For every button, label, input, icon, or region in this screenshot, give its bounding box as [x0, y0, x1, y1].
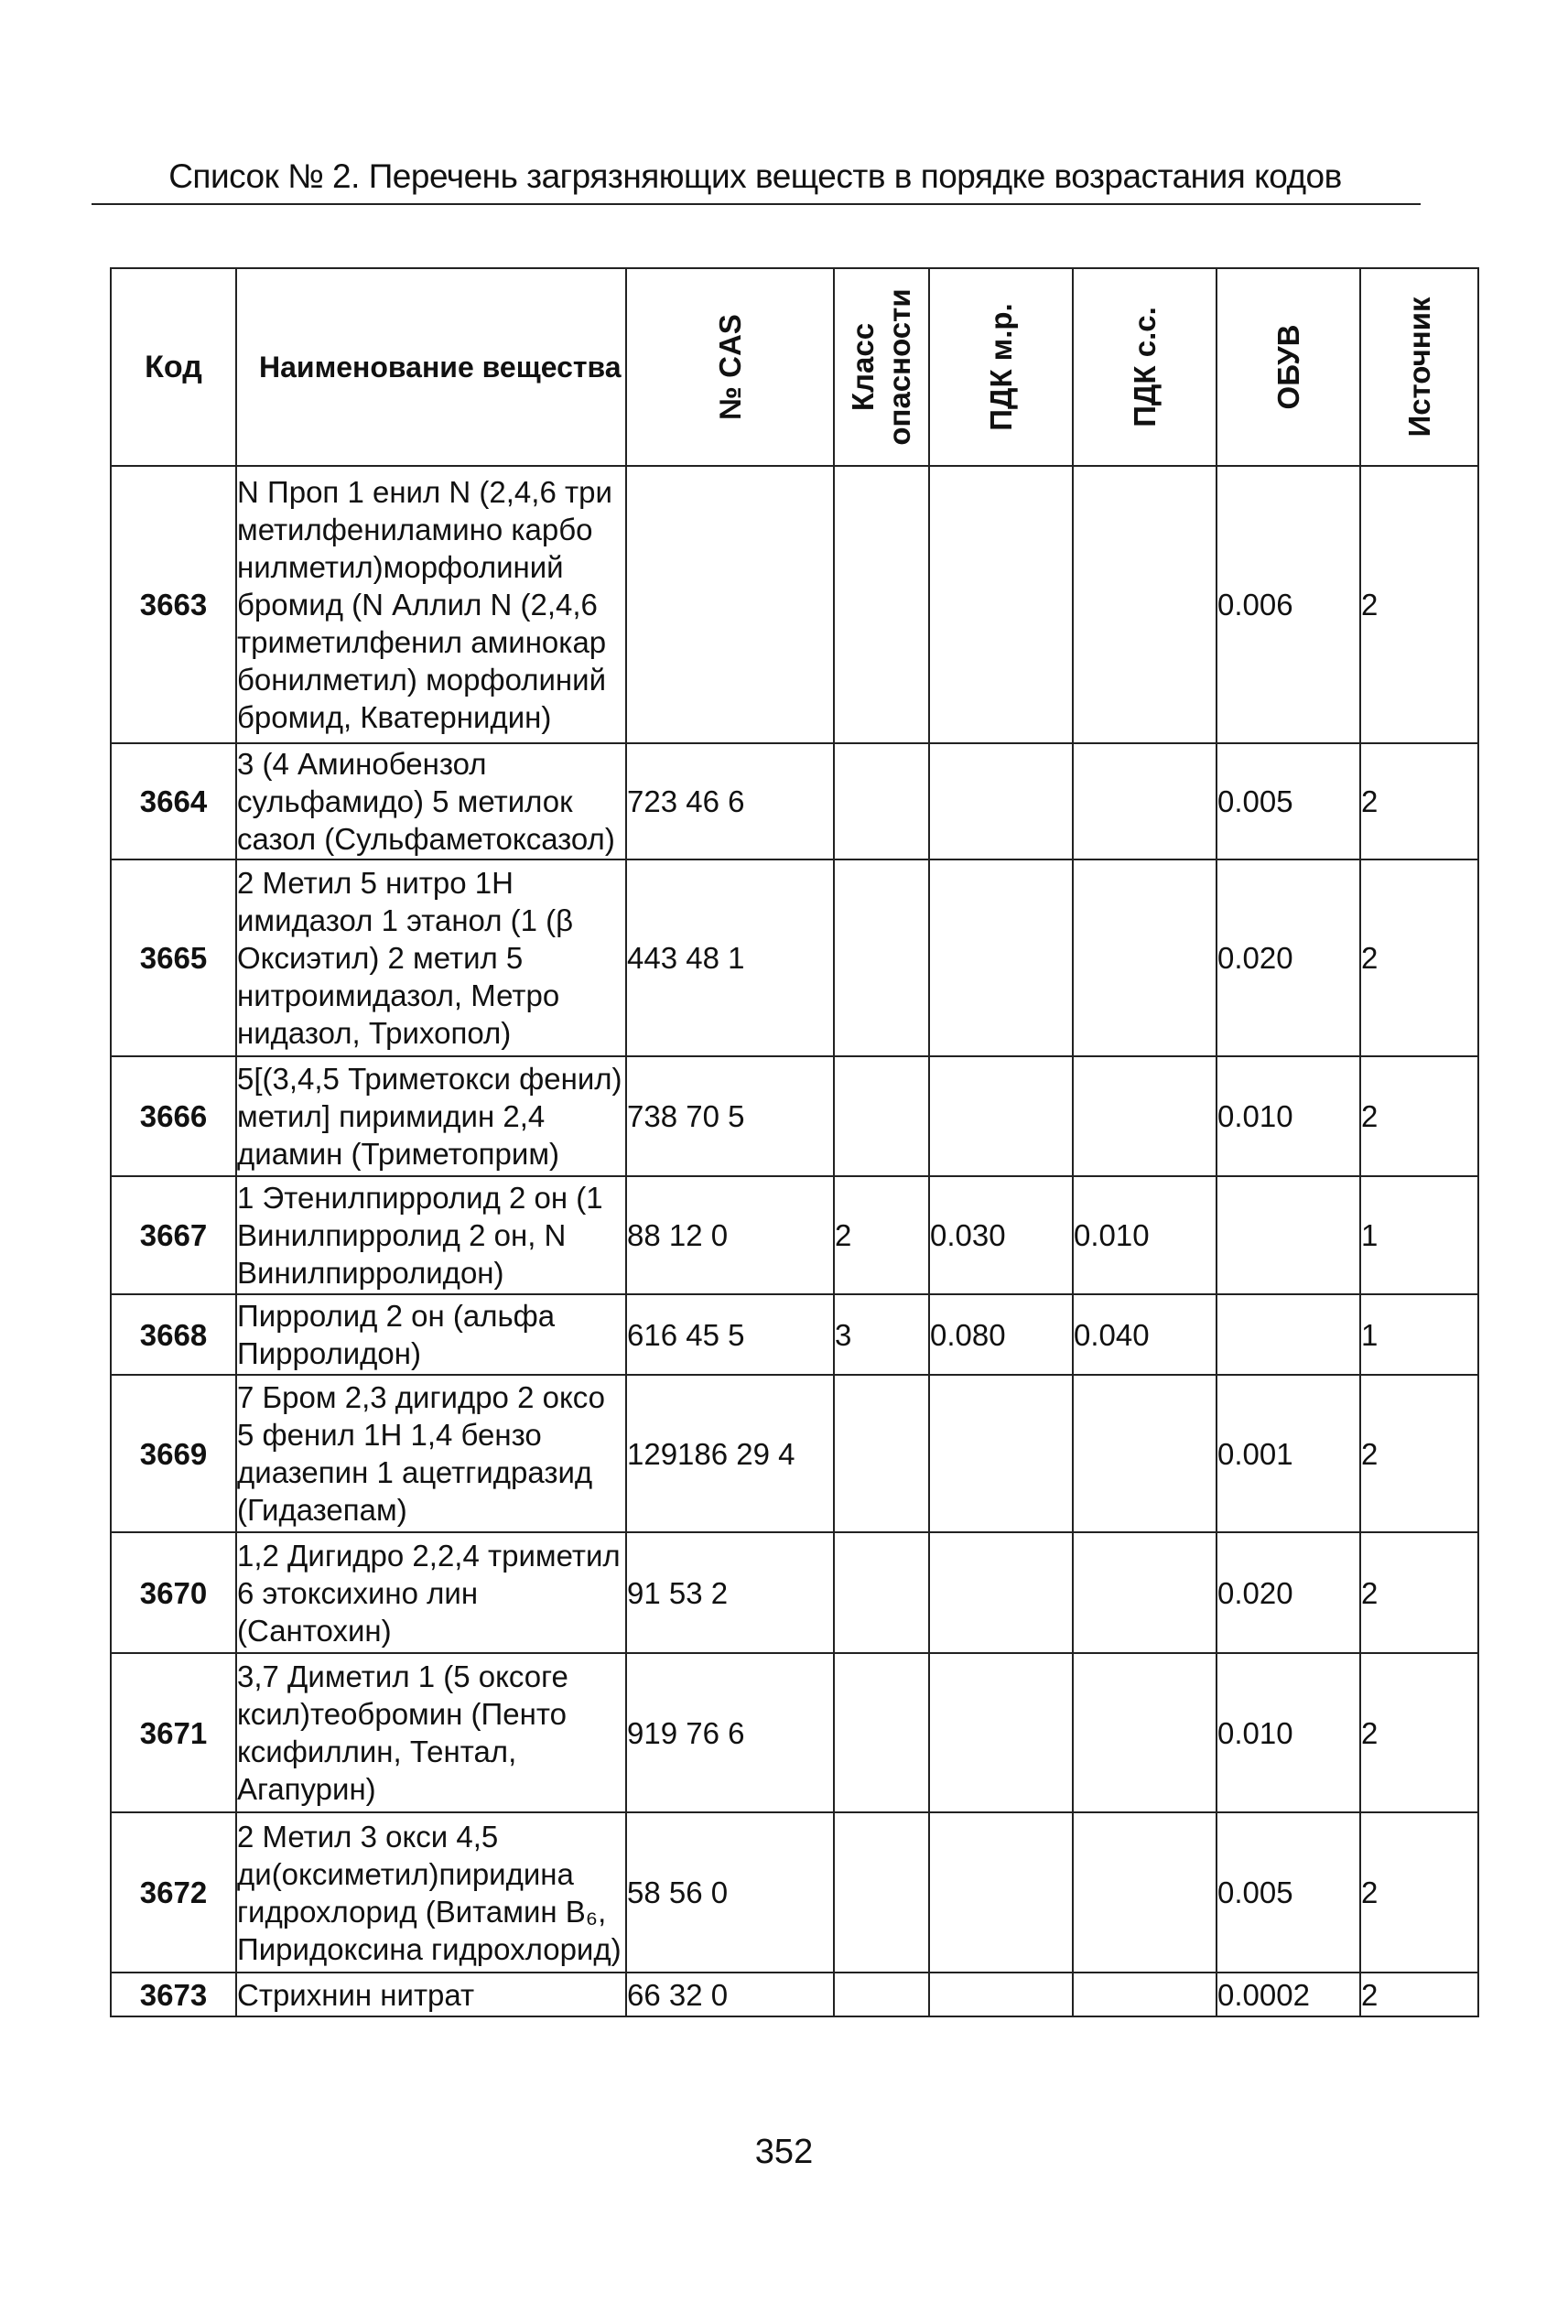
cell-pdk-mr: [929, 1056, 1073, 1176]
cell-source: 2: [1360, 1375, 1478, 1532]
cell-cas: 66 32 0: [626, 1973, 834, 2016]
cell-code: 3668: [111, 1294, 236, 1375]
cell-obuv: 0.010: [1217, 1653, 1360, 1812]
cell-name: Пирролид 2 он (альфа Пирролидон): [236, 1294, 626, 1375]
cell-pdk-ss: 0.010: [1073, 1176, 1217, 1294]
cell-name: 1,2 Дигидро 2,2,4 триметил 6 этоксихино лин (Сантохин): [236, 1532, 626, 1653]
cell-name: 3 (4 Аминобензол сульфамидо) 5 метилок сазол (Сульфаметоксазол): [236, 743, 626, 859]
col-header-source: [1360, 268, 1478, 466]
cell-pdk-ss: [1073, 1812, 1217, 1973]
cell-hazard-class: [834, 1812, 929, 1973]
cell-code: 3669: [111, 1375, 236, 1532]
cell-pdk-ss: [1073, 859, 1217, 1056]
cell-code: 3667: [111, 1176, 236, 1294]
table-row: [111, 1375, 1478, 1532]
cell-hazard-class: [834, 466, 929, 743]
col-header-obuv-label: ОБУВ: [1271, 324, 1305, 410]
cell-hazard-class: [834, 743, 929, 859]
cell-name: 2 Метил 5 нитро 1Н имидазол 1 этанол (1 (β Оксиэтил) 2 метил 5 нитроимидазол, Метро нидазол, Трихопол): [236, 859, 626, 1056]
table-row: [111, 743, 1478, 859]
cell-code: 3664: [111, 743, 236, 859]
cell-pdk-mr: [929, 743, 1073, 859]
cell-obuv: 0.010: [1217, 1056, 1360, 1176]
col-header-code: Код: [111, 268, 236, 466]
cell-source: 2: [1360, 1812, 1478, 1973]
table-row: [111, 1973, 1478, 2016]
col-header-name: Наименование вещества: [236, 268, 626, 466]
cell-pdk-mr: [929, 1973, 1073, 2016]
cell-pdk-mr: 0.030: [929, 1176, 1073, 1294]
cell-hazard-class: [834, 1653, 929, 1812]
cell-name: 1 Этенилпирролид 2 он (1 Винилпирролид 2 он, N Винилпирролидон): [236, 1176, 626, 1294]
cell-name: N Проп 1 енил N (2,4,6 три метилфениламино карбо нилметил)морфолиний бромид (N Аллил N (2,4,6 триметилфенил аминокар бонилметил) морфолиний бромид, Кватернидин): [236, 466, 626, 743]
cell-pdk-mr: [929, 1375, 1073, 1532]
cell-source: 2: [1360, 1973, 1478, 2016]
cell-pdk-mr: [929, 1653, 1073, 1812]
cell-cas: 91 53 2: [626, 1532, 834, 1653]
title-rule: [92, 203, 1421, 205]
cell-code: 3671: [111, 1653, 236, 1812]
cell-obuv: [1217, 1294, 1360, 1375]
col-header-pdk-mr-label: ПДК м.р.: [983, 303, 1018, 431]
table-row: [111, 1176, 1478, 1294]
cell-obuv: 0.001: [1217, 1375, 1360, 1532]
table-row: [111, 1056, 1478, 1176]
cell-obuv: [1217, 1176, 1360, 1294]
table-row: [111, 466, 1478, 743]
cell-hazard-class: [834, 1375, 929, 1532]
col-header-source-label: Источник: [1401, 297, 1436, 438]
cell-pdk-mr: [929, 859, 1073, 1056]
cell-pdk-mr: [929, 1812, 1073, 1973]
cell-code: 3666: [111, 1056, 236, 1176]
table-row: [111, 1294, 1478, 1375]
col-header-hazard-class: [834, 268, 929, 466]
col-header-pdk-mr: [929, 268, 1073, 466]
cell-pdk-ss: [1073, 466, 1217, 743]
cell-code: 3673: [111, 1973, 236, 2016]
substances-table: [110, 267, 1479, 2017]
cell-source: 2: [1360, 859, 1478, 1056]
col-header-cas-label: № CAS: [712, 314, 747, 420]
cell-code: 3672: [111, 1812, 236, 1973]
cell-name: 5[(3,4,5 Триметокси фенил) метил] пиримидин 2,4 диамин (Триметоприм): [236, 1056, 626, 1176]
cell-source: 1: [1360, 1294, 1478, 1375]
cell-cas: 616 45 5: [626, 1294, 834, 1375]
cell-obuv: 0.020: [1217, 1532, 1360, 1653]
cell-hazard-class: [834, 1532, 929, 1653]
cell-code: 3663: [111, 466, 236, 743]
cell-source: 2: [1360, 466, 1478, 743]
cell-pdk-ss: [1073, 743, 1217, 859]
cell-code: 3670: [111, 1532, 236, 1653]
cell-obuv: 0.005: [1217, 1812, 1360, 1973]
cell-hazard-class: [834, 1056, 929, 1176]
col-header-pdk-ss: [1073, 268, 1217, 466]
cell-source: 2: [1360, 1056, 1478, 1176]
cell-pdk-ss: [1073, 1973, 1217, 2016]
cell-name: 2 Метил 3 окси 4,5 ди(оксиметил)пиридина гидрохлорид (Витамин В₆, Пиридоксина гидрохлорид): [236, 1812, 626, 1973]
cell-pdk-ss: [1073, 1375, 1217, 1532]
cell-pdk-ss: [1073, 1653, 1217, 1812]
page-number: 352: [754, 2133, 814, 2171]
cell-cas: 58 56 0: [626, 1812, 834, 1973]
cell-pdk-ss: [1073, 1056, 1217, 1176]
cell-pdk-mr: [929, 1532, 1073, 1653]
cell-cas: 88 12 0: [626, 1176, 834, 1294]
cell-source: 2: [1360, 743, 1478, 859]
cell-cas: 738 70 5: [626, 1056, 834, 1176]
cell-name: 3,7 Диметил 1 (5 оксоге ксил)теобромин (Пенто ксифиллин, Тентал, Агапурин): [236, 1653, 626, 1812]
cell-obuv: 0.006: [1217, 466, 1360, 743]
cell-obuv: 0.005: [1217, 743, 1360, 859]
col-header-hazard-class-label: Класс опасности: [846, 288, 916, 446]
table-row: [111, 859, 1478, 1056]
cell-hazard-class: [834, 1973, 929, 2016]
col-header-cas: [626, 268, 834, 466]
cell-cas: 443 48 1: [626, 859, 834, 1056]
table-row: [111, 1812, 1478, 1973]
cell-cas: 129186 29 4: [626, 1375, 834, 1532]
cell-source: 2: [1360, 1653, 1478, 1812]
cell-pdk-mr: 0.080: [929, 1294, 1073, 1375]
col-header-obuv: [1217, 268, 1360, 466]
cell-source: 2: [1360, 1532, 1478, 1653]
cell-obuv: 0.0002: [1217, 1973, 1360, 2016]
cell-cas: 919 76 6: [626, 1653, 834, 1812]
cell-cas: [626, 466, 834, 743]
table-row: [111, 1653, 1478, 1812]
cell-hazard-class: 3: [834, 1294, 929, 1375]
cell-obuv: 0.020: [1217, 859, 1360, 1056]
cell-name: 7 Бром 2,3 дигидро 2 оксо 5 фенил 1Н 1,4 бензо диазепин 1 ацетгидразид (Гидазепам): [236, 1375, 626, 1532]
cell-source: 1: [1360, 1176, 1478, 1294]
col-header-pdk-ss-label: ПДК с.с.: [1127, 307, 1162, 427]
cell-hazard-class: [834, 859, 929, 1056]
cell-code: 3665: [111, 859, 236, 1056]
cell-pdk-mr: [929, 466, 1073, 743]
cell-pdk-ss: 0.040: [1073, 1294, 1217, 1375]
page-title: Список № 2. Перечень загрязняющих веществ в порядке возрастания кодов: [168, 157, 1342, 195]
cell-hazard-class: 2: [834, 1176, 929, 1294]
cell-name: Стрихнин нитрат: [236, 1973, 626, 2016]
table-header-row: [111, 268, 1478, 466]
table-row: [111, 1532, 1478, 1653]
cell-cas: 723 46 6: [626, 743, 834, 859]
cell-pdk-ss: [1073, 1532, 1217, 1653]
